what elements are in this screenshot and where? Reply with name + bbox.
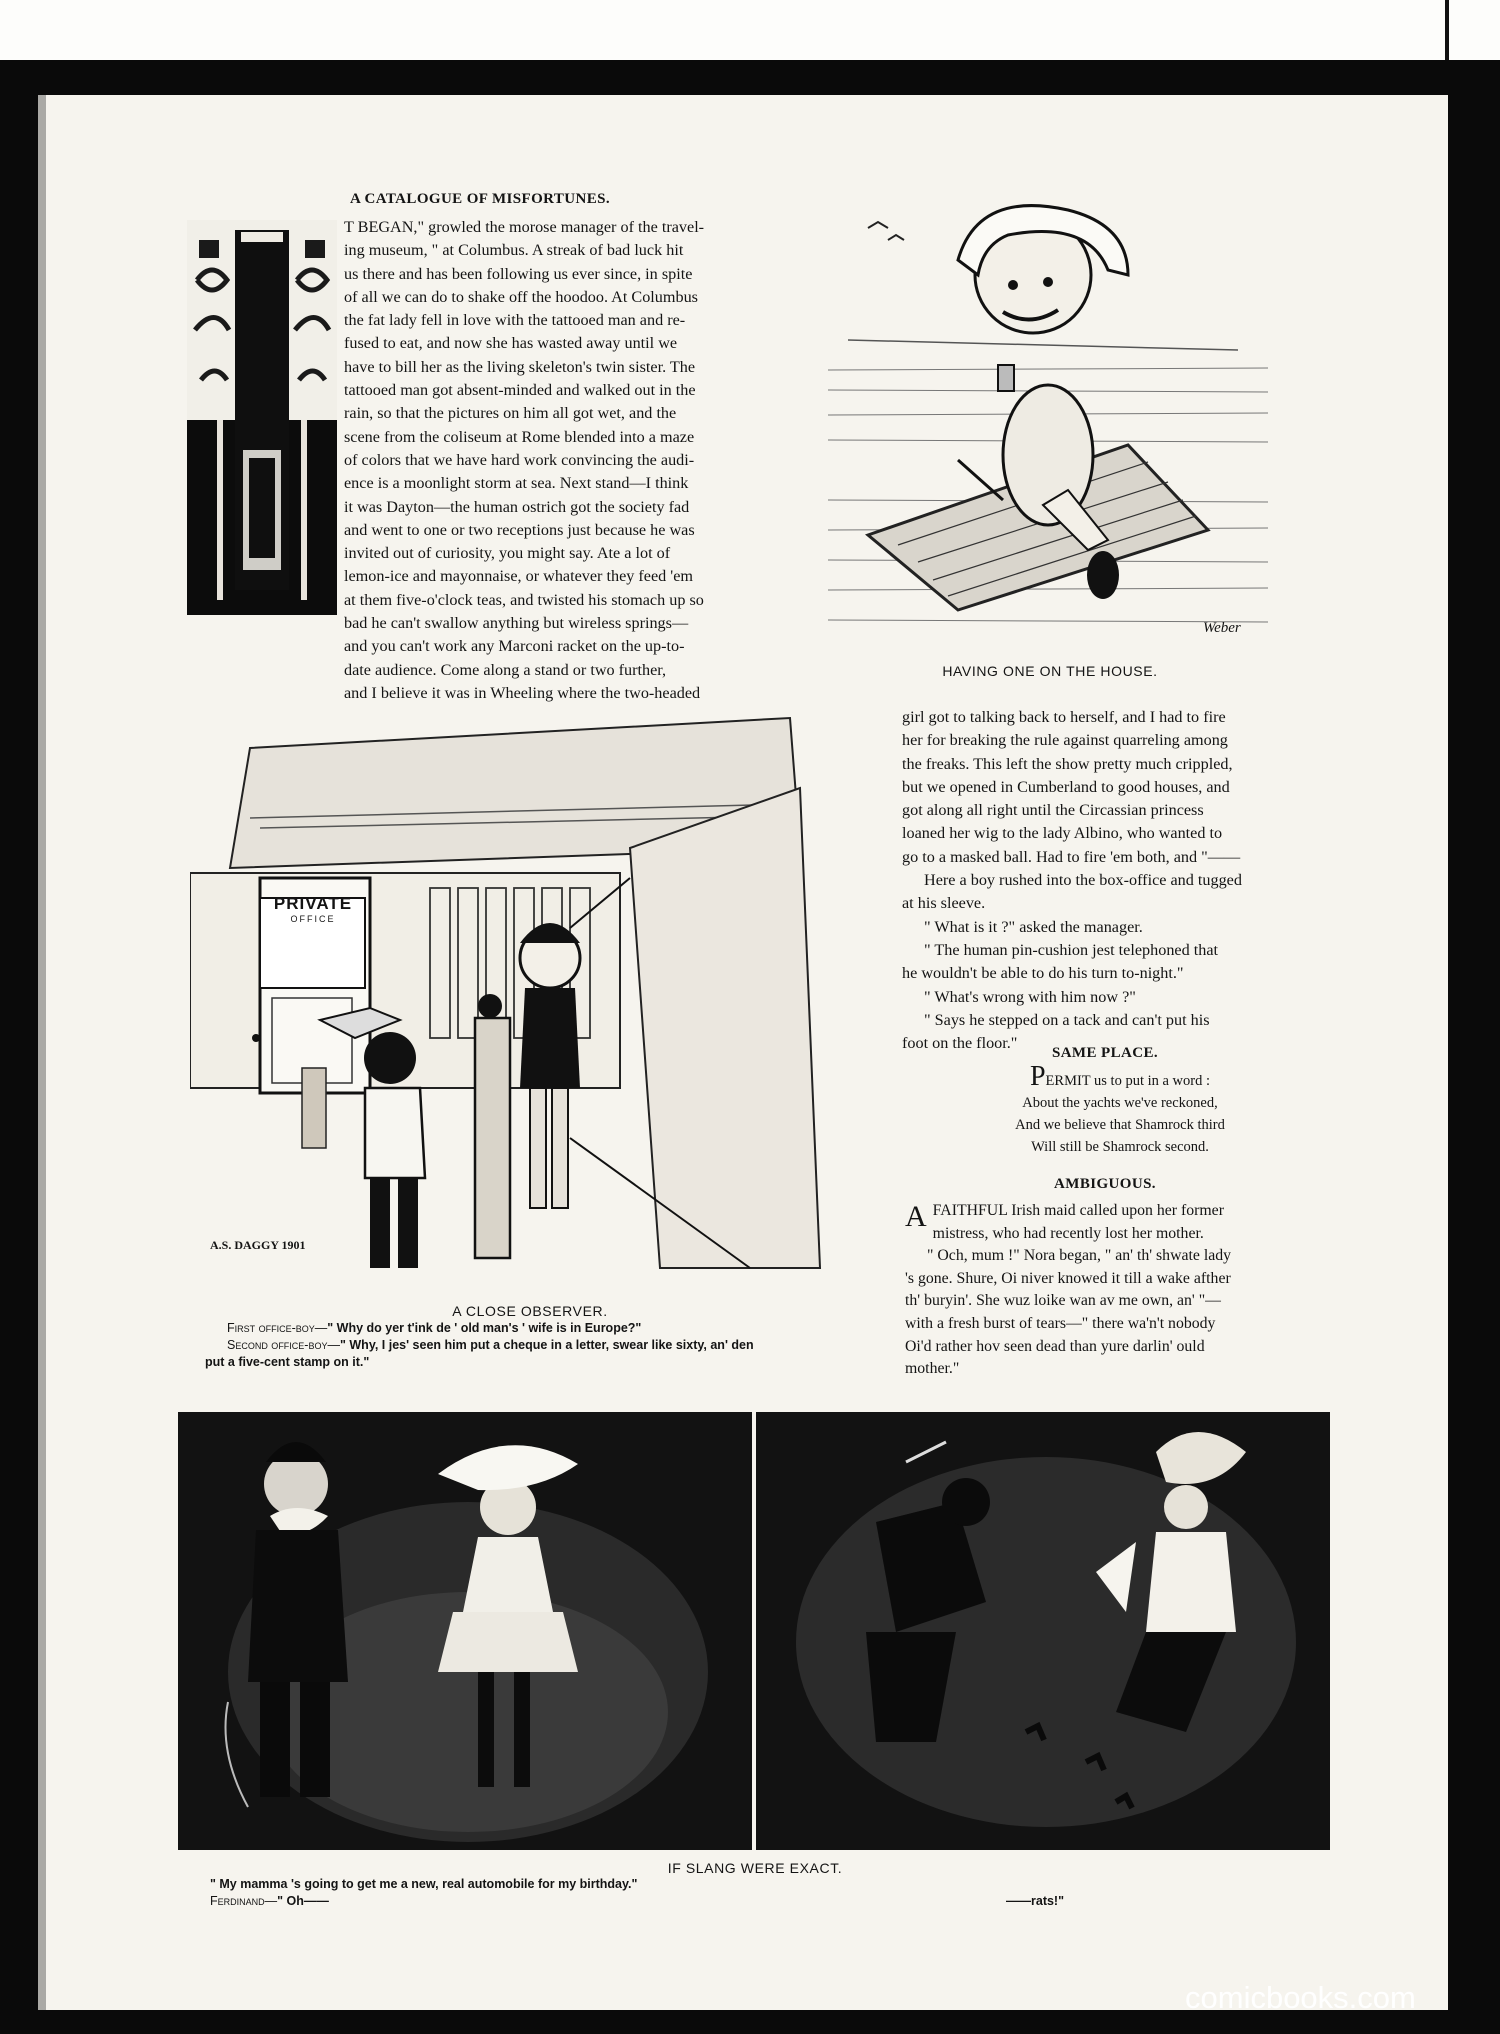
text-line: he wouldn't be able to do his turn to-night." xyxy=(902,964,1184,983)
text-line: fused to eat, and now she has wasted away until we xyxy=(344,334,678,353)
poem-body xyxy=(975,1061,1265,1158)
text-line: with a fresh burst of tears—" there wa'n't nobody xyxy=(905,1314,1216,1332)
cartoon-a-close-observer xyxy=(190,708,830,1288)
text-line: us there and has been following us ever since, in spite xyxy=(344,264,693,283)
binding-edge xyxy=(38,95,46,2010)
poem-drop-letter: P xyxy=(1029,1061,1046,1092)
dialogue-line: put a five-cent stamp on it." xyxy=(205,1355,370,1369)
text-line: at his sleeve. xyxy=(902,894,986,913)
text-line: but we opened in Cumberland to good houses, and xyxy=(902,777,1230,796)
text-line: bad he can't swallow anything but wireless springs— xyxy=(344,614,689,633)
cartoon-dialogue xyxy=(205,1320,895,1371)
article-text-col2 xyxy=(902,706,1310,1055)
panel-right xyxy=(756,1412,1330,1850)
article-text-col1 xyxy=(344,216,812,705)
text-line: foot on the floor." xyxy=(902,1034,1018,1053)
text-line: ence is a moonlight storm at sea. Next stand—I think xyxy=(344,474,689,493)
poem-line: Will still be Shamrock second. xyxy=(1031,1139,1209,1155)
poem-line: About the yachts we've reckoned, xyxy=(1022,1095,1218,1111)
text-line: " Och, mum !" Nora began, " an' th' shwate lady xyxy=(927,1247,1232,1265)
watermark: comicbooks.com xyxy=(1185,1980,1416,2015)
article-text-ambiguous xyxy=(905,1200,1310,1381)
door-sign xyxy=(261,894,365,924)
poem-line-text: ERMIT us to put in a word : xyxy=(1045,1073,1211,1089)
door-sign-title: PRIVATE xyxy=(273,894,353,913)
speaker-label: Second office-boy— xyxy=(227,1338,340,1352)
poem-line: And we believe that Shamrock third xyxy=(1015,1117,1225,1133)
text-line: FAITHFUL Irish maid called upon her former xyxy=(932,1202,1224,1219)
poem-line xyxy=(975,1061,1265,1092)
poem-title: SAME PLACE. xyxy=(1051,1045,1159,1061)
text-line: mistress, who had recently lost her mother. xyxy=(932,1224,1204,1242)
article-title: AMBIGUOUS. xyxy=(1054,1176,1156,1192)
page-top-strip xyxy=(0,0,1500,60)
text-line: loaned her wig to the lady Albino, who wanted to xyxy=(902,824,1223,843)
text-line: go to a masked ball. Had to fire 'em both, and "—— xyxy=(902,847,1241,866)
text-line: at them five-o'clock teas, and twisted his stomach up so xyxy=(344,590,704,609)
dialogue-text: " Oh—— xyxy=(277,1894,329,1908)
text-line: lemon-ice and mayonnaise, or whatever they feed 'em xyxy=(344,567,694,586)
panels-caption: IF SLANG WERE EXACT. xyxy=(667,1860,843,1876)
text-line: rain, so that the pictures on him all got wet, and the xyxy=(344,404,677,423)
dialogue-text: " Why do yer t'ink de ' old man's ' wife is in Europe?" xyxy=(327,1321,642,1335)
text-line: of all we can do to shake off the hoodoo. At Columbus xyxy=(344,287,698,306)
text-line: 's gone. Shure, Oi niver knowed it till a wake afther xyxy=(905,1269,1231,1287)
text-line: " What is it ?" asked the manager. xyxy=(924,917,1143,936)
artist-signature: Weber xyxy=(1203,620,1241,636)
dialogue-line xyxy=(205,1337,895,1354)
speaker-label: Ferdinand— xyxy=(210,1894,278,1908)
panel-left xyxy=(178,1412,752,1850)
text-line: " The human pin-cushion jest telephoned that xyxy=(924,940,1219,959)
text-line: T BEGAN," growled the morose manager of the travel- xyxy=(344,218,705,236)
article-title: A CATALOGUE OF MISFORTUNES. xyxy=(349,191,611,207)
text-line: of colors that we have hard work convincing the audi- xyxy=(344,450,695,469)
text-line: it was Dayton—the human ostrich got the society fad xyxy=(344,497,690,516)
text-line: Here a boy rushed into the box-office and tugged xyxy=(924,871,1242,890)
ornamental-drop-cap xyxy=(187,220,337,615)
text-line: girl got to talking back to herself, and I had to fire xyxy=(902,708,1226,726)
text-line: invited out of curiosity, you might say. Ate a lot of xyxy=(344,544,671,563)
cartoon-caption: A CLOSE OBSERVER. xyxy=(452,1303,608,1319)
text-line: date audience. Come along a stand or two further, xyxy=(344,660,667,679)
dialogue-text: " Why, I jes' seen him put a cheque in a letter, swear like sixty, an' den xyxy=(339,1338,754,1352)
text-line: the freaks. This left the show pretty much crippled, xyxy=(902,754,1233,773)
door-sign-subtitle: OFFICE xyxy=(290,914,336,924)
text-line: tattooed man got absent-minded and walked out in the xyxy=(344,381,696,400)
text-line: scene from the coliseum at Rome blended into a maze xyxy=(344,427,695,446)
dialogue-line: " My mamma 's going to get me a new, real automobile for my birthday." xyxy=(210,1877,638,1891)
text-line: have to bill her as the living skeleton's twin sister. The xyxy=(344,357,696,376)
artist-signature: A.S. DAGGY 1901 xyxy=(210,1238,306,1252)
text-line: got along all right until the Circassian princess xyxy=(902,801,1204,820)
text-line: ing museum, " at Columbus. A streak of bad luck hit xyxy=(344,241,684,260)
text-line: " Says he stepped on a tack and can't put his xyxy=(924,1010,1210,1029)
text-line: th' buryin'. She wuz loike wan av me own, an' "— xyxy=(905,1292,1221,1310)
cartoon-caption: HAVING ONE ON THE HOUSE. xyxy=(942,663,1158,679)
text-line: and went to one or two receptions just because he was xyxy=(344,520,695,539)
drop-cap-letter: A xyxy=(905,1200,927,1233)
text-line: mother." xyxy=(905,1360,960,1378)
panels-punchline: ——rats!" xyxy=(1006,1894,1065,1908)
text-line: the fat lady fell in love with the tattooed man and re- xyxy=(344,311,686,330)
text-line: Oi'd rather hov seen dead than yure darlin' ould xyxy=(905,1337,1205,1355)
text-line: her for breaking the rule against quarreling among xyxy=(902,731,1228,750)
dialogue-line xyxy=(205,1320,895,1337)
text-line: " What's wrong with him now ?" xyxy=(924,987,1136,1006)
cartoon-having-one-on-the-house xyxy=(808,200,1278,650)
text-line: and I believe it was in Wheeling where the two-headed xyxy=(344,683,701,702)
speaker-label: First office-boy— xyxy=(227,1321,328,1335)
text-line: and you can't work any Marconi racket on the up-to- xyxy=(344,637,685,656)
